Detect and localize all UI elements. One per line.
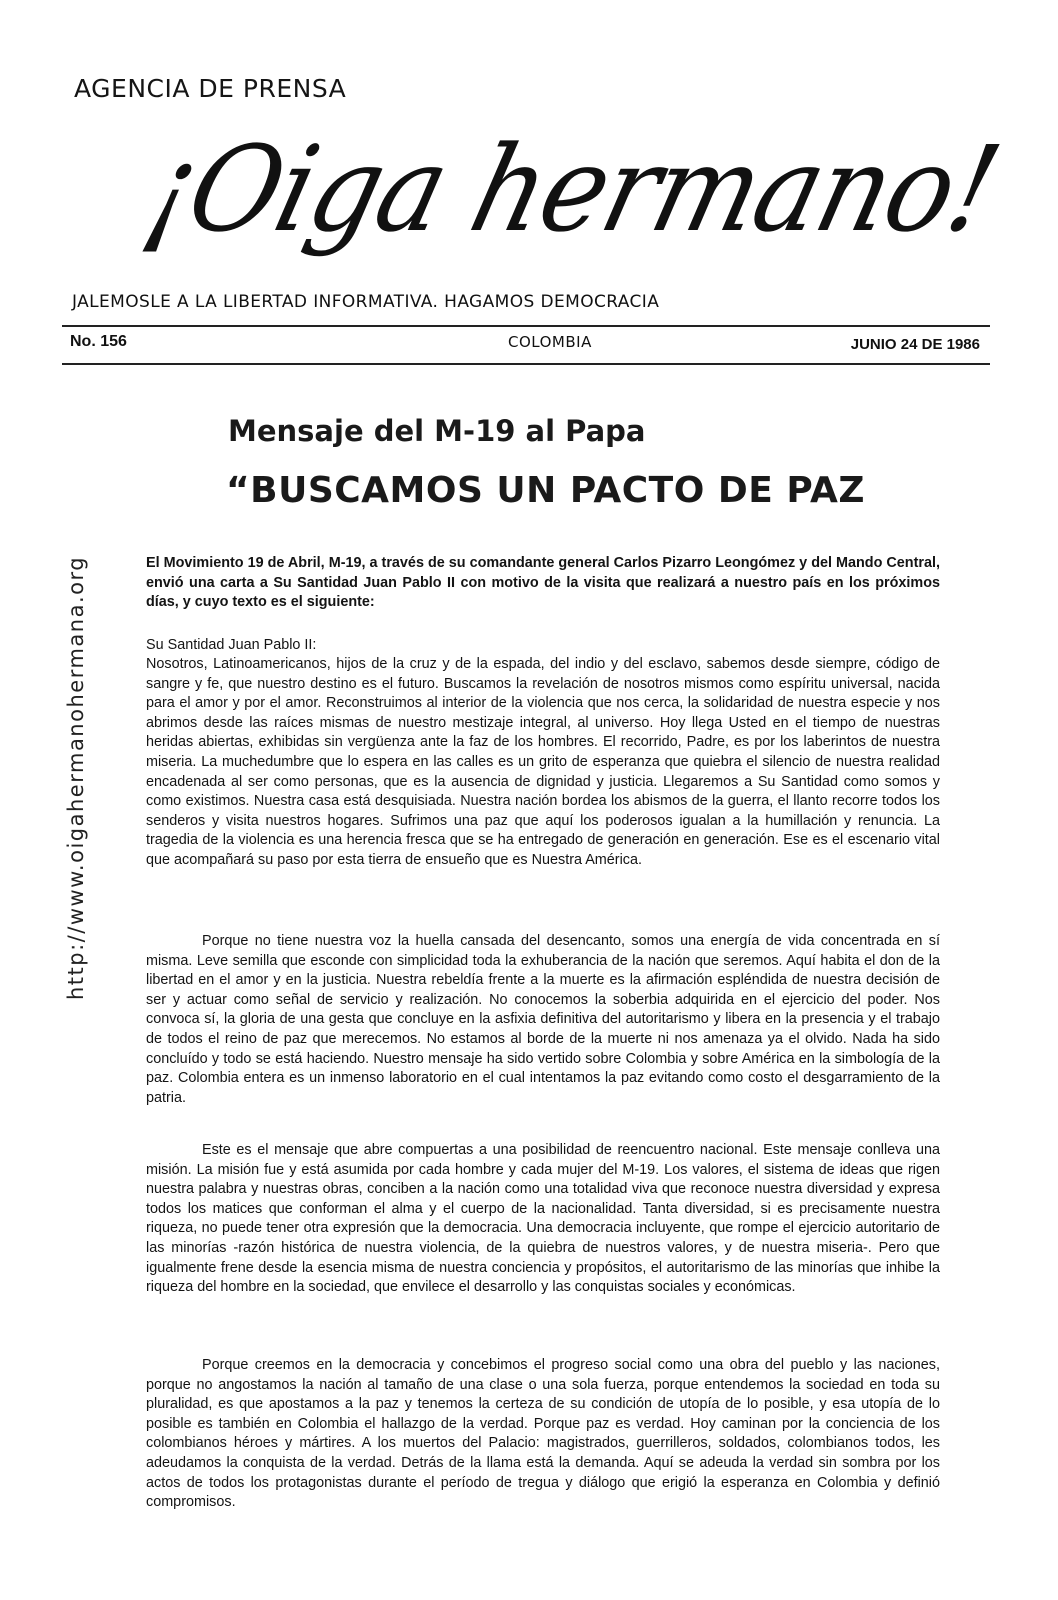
article-intro	[146, 554, 940, 613]
paragraph-text: Porque no tiene nuestra voz la huella cansada del desencanto, somos una energía de vida concentrada en sí misma. Leve semilla que esconde con simplicidad toda la exhuberancia de la nación que seremos. Aquí habita el don de la libertad en el amor y en la justicia. Nuestra rebeldía frente a la muerte es la afirmación espléndida de nuestra decisión de ser y actuar como señal de servicio y realización. No conocemos la soberbia adquirida en el ejercicio del poder. Nos convoca sí, la gloria de una gesta que concluye en la asfixia definitiva del autoritarismo y libera en la presencia y el trabajo de todos el reino de paz que merecemos. No estamos al borde de la muerte ni nos amenaza ya el olvido. Nada ha sido concluído y todo se está haciendo. Nuestro mensaje ha sido vertido sobre Colombia y sobre América en la simbología de la paz. Colombia entera es un inmenso laboratorio en el cual intentamos la paz evitando como costo el desgarramiento de la patria.	[146, 933, 940, 1106]
issue-date: JUNIO 24 DE 1986	[850, 336, 980, 353]
letter-paragraph-4	[146, 1356, 940, 1513]
issue-info-row	[62, 333, 982, 359]
letter-paragraph-3	[146, 1141, 940, 1298]
issue-country: COLOMBIA	[508, 333, 592, 351]
paragraph-text: Porque creemos en la democracia y concebimos el progreso social como una obra del pueblo y las naciones, porque no angostamos la nación al tamaño de una clase o una sola fuerza, porque entendemos la sociedad en toda su pluralidad, es que apostamos a la paz y tenemos la certeza de su condición de utopía de lo posible, y esa utopía de lo posible es también en Colombia el hallazgo de la verdad. Porque paz es verdad. Hoy caminan por la conciencia de los colombianos héroes y mártires. A los muertos del Palacio: magistrados, guerrilleros, soldados, colombianos todos, les adeudamos la conquista de la verdad. Detrás de la llama está la demanda. Aquí se adeuda la verdad sin sombra por los actos de todos los protagonistas durante el período de tregua y diálogo que erigió la esperanza en Colombia y definió compromisos.	[146, 1357, 940, 1511]
paragraph-text: Este es el mensaje que abre compuertas a una posibilidad de reencuentro nacional. Este mensaje conlleva una misión. La misión fue y está asumida por cada hombre y cada mujer del M-19. Los valores, el sistema de ideas que rigen nuestra palabra y nuestras obras, conciben a la nación como una totalidad viva que reconoce nuestra diversidad y expresa todos los matices que conforman el alma y el cuerpo de la nacionalidad. Tanta diversidad, si es precisamente nuestra riqueza, no puede tener otra expresión que la democracia. Una democracia incluyente, que rompe el ejercicio autoritario de las minorías -razón histórica de nuestra violencia, de la quiebra de nuestros valores, y de nuestra miseria-. Pero que igualmente frene desde la esencia misma de nuestra conciencia y propósitos, el autoritarismo de las minorías que inhibe la riqueza del hombre en la sociedad, que envilece el desarrollo y las conquistas sociales y económicas.	[146, 1142, 940, 1296]
top-rule	[62, 325, 990, 327]
intro-paragraph: El Movimiento 19 de Abril, M-19, a través de su comandante general Carlos Pizarro Leongómez y del Mando Central, envió una carta a Su Santidad Juan Pablo II con motivo de la visita que realizará a nuestro país en los próximos días, y cuyo texto es el siguiente:	[146, 555, 940, 611]
article-headline: Mensaje del M-19 al Papa	[228, 414, 646, 448]
letter-paragraph-1	[146, 655, 940, 871]
article-subheadline: “BUSCAMOS UN PACTO DE PAZ	[226, 470, 865, 511]
masthead-title: ¡Oiga hermano!	[133, 120, 1011, 258]
issue-number: No. 156	[70, 333, 127, 350]
bottom-rule	[62, 363, 990, 365]
agency-label: AGENCIA DE PRENSA	[74, 74, 347, 103]
masthead-slogan: JALEMOSLE A LA LIBERTAD INFORMATIVA. HAGAMOS DEMOCRACIA	[72, 292, 660, 312]
greeting-text: Su Santidad Juan Pablo II:	[146, 637, 317, 653]
paragraph-text: Nosotros, Latinoamericanos, hijos de la cruz y de la espada, del indio y del esclavo, sabemos desde siempre, código de sangre y fe, que nuestro destino es el futuro. Buscamos la revelación de nosotros mismos como espíritu universal, nacida para el amor y por el amor. Reconstruimos al interior de la violencia que nos cerca, la solidaridad de nuestra especie y nos abrimos desde las raíces mismas de nuestro mestizaje integral, al universo. Hoy llega Usted en el tiempo de nuestras heridas abiertas, exhibidas sin vergüenza ante la faz de los hombres. El recorrido, Padre, es por los laberintos de nuestra miseria. La muchedumbre que lo espera en las calles es un grito de esperanza que quiebra el silencio de nuestra realidad encadenada al ser como personas, que es la ausencia de dignidad y justicia. Llegaremos a Su Santidad como somos y como existimos. Nuestra casa está desquisiada. Nuestra nación bordea los abismos de la guerra, el llanto recorre todos los senderos y visita nuestros hogares. Sufrimos una paz que aquí los poderosos igualan a la humillación y renuncia. La tragedia de la violencia es una herencia fresca que se ha entregado de generación en generación. Ese es el escenario vital que acompañará su paso por esta tierra de ensueño que es Nuestra América.	[146, 656, 940, 868]
letter-paragraph-2	[146, 932, 940, 1108]
letter-greeting	[146, 636, 940, 656]
masthead-logo	[133, 100, 1011, 290]
side-url: http://www.oigahermanohermana.org	[64, 555, 88, 1000]
